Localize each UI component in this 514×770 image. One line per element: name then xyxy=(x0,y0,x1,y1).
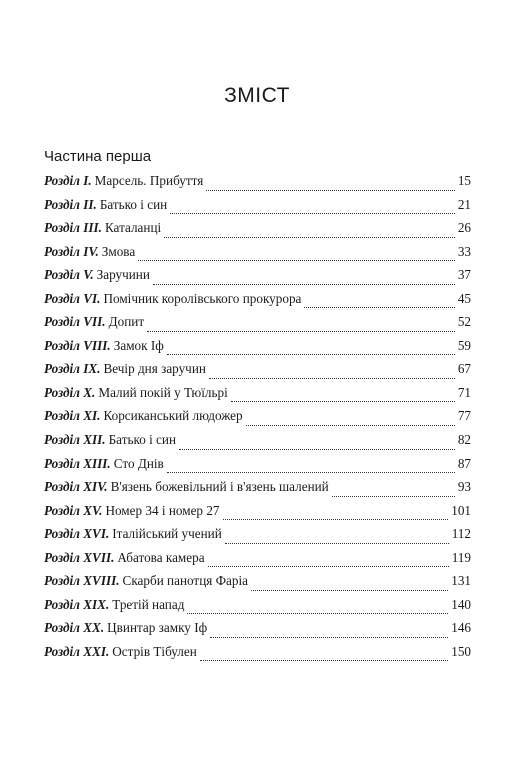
toc-entry[interactable] xyxy=(44,196,471,220)
dot-leader xyxy=(138,250,455,261)
page-number: 146 xyxy=(451,620,471,636)
page-number: 21 xyxy=(457,196,471,212)
page-number: 26 xyxy=(457,220,471,236)
page-number: 150 xyxy=(451,643,471,659)
chapter-label: Розділ XXI. xyxy=(44,643,110,659)
chapter-name: Скарби панотця Фаріа xyxy=(122,573,248,589)
dot-leader xyxy=(179,439,455,450)
chapter-name: Замок Іф xyxy=(113,337,164,353)
page-number: 33 xyxy=(457,243,471,259)
chapter-label: Розділ VI. xyxy=(44,290,101,306)
page-number: 93 xyxy=(457,479,471,495)
chapter-name: Допит xyxy=(108,314,145,330)
part-title: Частина перша xyxy=(44,148,152,165)
toc-entry[interactable] xyxy=(44,290,471,314)
chapter-label: Розділ XX. xyxy=(44,620,105,636)
dot-leader xyxy=(164,227,455,238)
chapter-label: Розділ ІІ. xyxy=(44,196,97,212)
chapter-label: Розділ X. xyxy=(44,384,96,400)
chapter-label: Розділ XV. xyxy=(44,502,103,518)
toc-entry[interactable] xyxy=(44,243,471,267)
chapter-name: Абатова камера xyxy=(117,549,205,565)
dot-leader xyxy=(153,274,455,285)
page-number: 82 xyxy=(457,432,471,448)
dot-leader xyxy=(167,344,455,355)
chapter-label: Розділ XIX. xyxy=(44,596,110,612)
dot-leader xyxy=(246,415,455,426)
page-number: 59 xyxy=(457,337,471,353)
toc-entry[interactable] xyxy=(44,360,471,384)
chapter-label: Розділ VII. xyxy=(44,314,106,330)
toc-entry[interactable] xyxy=(44,431,471,455)
page-number: 119 xyxy=(451,549,471,565)
toc-entry[interactable] xyxy=(44,219,471,243)
chapter-name: Цвинтар замку Іф xyxy=(107,620,208,636)
chapter-label: Розділ XVII. xyxy=(44,549,115,565)
chapter-label: Розділ XVIII. xyxy=(44,573,120,589)
dot-leader xyxy=(209,368,455,379)
chapter-name: Номер 34 і номер 27 xyxy=(105,502,220,518)
toc-entry[interactable] xyxy=(44,619,471,643)
dot-leader xyxy=(200,650,448,661)
page-number: 37 xyxy=(457,267,471,283)
chapter-label: Розділ І. xyxy=(44,173,92,188)
page-number: 45 xyxy=(457,290,471,306)
chapter-name: В'язень божевільний і в'язень шалений xyxy=(110,479,329,495)
chapter-label: Розділ V. xyxy=(44,267,94,283)
dot-leader xyxy=(332,486,455,497)
toc-entry[interactable] xyxy=(44,478,471,502)
chapter-name: Заручини xyxy=(96,267,150,283)
dot-leader xyxy=(304,297,454,308)
toc-entry[interactable] xyxy=(44,313,471,337)
chapter-name: Каталанці xyxy=(104,220,162,236)
toc-entry[interactable] xyxy=(44,643,471,667)
chapter-label: Розділ IX. xyxy=(44,361,101,377)
toc-entry[interactable] xyxy=(44,266,471,290)
table-of-contents xyxy=(44,172,471,666)
page-number: 131 xyxy=(451,573,471,589)
dot-leader xyxy=(231,391,455,402)
dot-leader xyxy=(210,627,448,638)
page-number: 112 xyxy=(451,526,471,542)
chapter-name: Помічник королівського прокурора xyxy=(103,290,302,306)
dot-leader xyxy=(208,556,449,567)
dot-leader xyxy=(223,509,449,520)
chapter-label: Розділ XIII. xyxy=(44,455,111,471)
chapter-label: Розділ XIV. xyxy=(44,479,108,495)
chapter-name: Батько і син xyxy=(108,432,177,448)
toc-entry[interactable] xyxy=(44,455,471,479)
chapter-name: Острів Тібулен xyxy=(112,643,197,659)
chapter-label: Розділ XVI. xyxy=(44,526,110,542)
chapter-label: Розділ ІІІ. xyxy=(44,220,102,236)
chapter-name: Корсиканський людожер xyxy=(103,408,243,424)
chapter-label: Розділ IV. xyxy=(44,243,99,259)
toc-entry[interactable] xyxy=(44,596,471,620)
chapter-name: Змова xyxy=(101,243,136,259)
chapter-label: Розділ XI. xyxy=(44,408,101,424)
chapter-name: Третій напад xyxy=(112,596,185,612)
page-number: 71 xyxy=(457,384,471,400)
toc-entry[interactable] xyxy=(44,337,471,361)
chapter-name: Батько і син xyxy=(99,196,168,212)
chapter-name: Вечір дня заручин xyxy=(103,361,206,377)
dot-leader xyxy=(251,580,448,591)
page-title: ЗМІСТ xyxy=(224,84,290,107)
page-number: 15 xyxy=(457,173,471,188)
page-number: 52 xyxy=(457,314,471,330)
dot-leader xyxy=(167,462,455,473)
toc-entry[interactable] xyxy=(44,549,471,573)
toc-entry[interactable] xyxy=(44,384,471,408)
chapter-name: Італійський учений xyxy=(112,526,222,542)
page-number: 140 xyxy=(451,596,471,612)
toc-entry[interactable] xyxy=(44,572,471,596)
page-number: 67 xyxy=(457,361,471,377)
dot-leader xyxy=(147,321,455,332)
toc-entry[interactable] xyxy=(44,407,471,431)
toc-entry[interactable] xyxy=(44,172,471,196)
dot-leader xyxy=(170,203,455,214)
chapter-label: Розділ VIII. xyxy=(44,337,111,353)
page-number: 101 xyxy=(451,502,471,518)
dot-leader xyxy=(225,533,449,544)
dot-leader xyxy=(187,603,448,614)
dot-leader xyxy=(206,180,455,191)
chapter-label: Розділ XII. xyxy=(44,432,106,448)
page-number: 77 xyxy=(457,408,471,424)
chapter-name: Марсель. Прибуття xyxy=(94,173,204,188)
page-number: 87 xyxy=(457,455,471,471)
toc-entry[interactable] xyxy=(44,502,471,526)
chapter-name: Малий покій у Тюїльрі xyxy=(98,384,228,400)
chapter-name: Сто Днів xyxy=(113,455,164,471)
toc-entry[interactable] xyxy=(44,525,471,549)
